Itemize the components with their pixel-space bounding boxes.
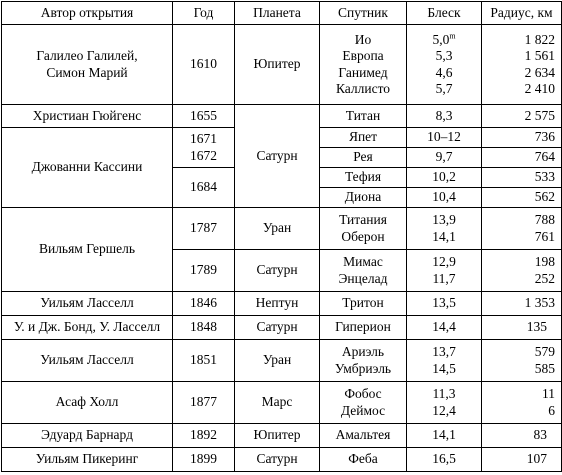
moon-name: Ганимед [338,64,388,80]
radius-cell: 135 [482,316,562,340]
radius-cell: 107 [482,448,562,472]
radius-cell [482,250,562,292]
moon-cell [320,382,407,424]
radius-value: 11 [542,386,555,401]
moon-name: Титания [339,212,387,227]
year-cell: 1789 [173,250,235,292]
year-cell: 1899 [173,448,235,472]
discoverer-cell: Христиан Гюйгенс [2,105,173,128]
moon-cell [320,250,407,292]
planet-cell: Нептун [235,292,320,316]
moon-cell: Тефия [320,168,407,188]
planet-cell: Сатурн [235,448,320,472]
radius-value: 6 [548,402,555,418]
radius-cell: 83 [482,424,562,448]
moon-cell: Амальтея [320,424,407,448]
moon-name: Мимас [343,254,383,269]
radius-cell: 1 353 [482,292,562,316]
brightness-cell: 8,3 [407,105,482,128]
brightness-cell: 10,2 [407,168,482,188]
table-row [2,448,562,472]
moon-name: Энцелад [338,270,388,286]
brightness-cell: 14,4 [407,316,482,340]
moon-name: Европа [342,48,384,63]
radius-value: 585 [534,360,555,376]
brightness-cell: 10,4 [407,188,482,208]
radius-cell [482,340,562,382]
planet-cell: Сатурн [235,316,320,340]
moon-discovery-table [1,1,562,472]
brightness-cell [407,382,482,424]
brightness-cell [407,340,482,382]
radius-cell: 2 575 [482,105,562,128]
year-value: 1672 [190,147,217,163]
radius-value: 2 410 [524,81,555,96]
brightness-cell [407,208,482,250]
brightness-value: 14,1 [432,228,456,244]
header-row [2,2,562,25]
radius-value: 1 561 [524,48,555,63]
discoverer-cell: Джованни Кассини [2,128,173,208]
brightness-cell: 10–12 [407,128,482,148]
moon-name: Фобос [344,386,382,401]
radius-cell: 533 [482,168,562,188]
moon-name: Умбриэль [334,360,392,376]
planet-cell: Уран [235,208,320,250]
brightness-cell: 9,7 [407,148,482,168]
radius-cell [482,208,562,250]
year-cell: 1610 [173,25,235,105]
year-value: 1671 [190,131,217,146]
moon-cell: Тритон [320,292,407,316]
moon-cell: Титан [320,105,407,128]
moon-name: Оберон [341,228,385,244]
discoverer-cell: У. и Дж. Бонд, У. Ласселл [2,316,173,340]
moon-cell: Япет [320,128,407,148]
year-cell: 1684 [173,168,235,208]
year-cell: 1851 [173,340,235,382]
radius-cell [482,25,562,105]
brightness-value: 5,7 [435,81,453,96]
radius-value: 579 [534,344,555,359]
discoverer-name: Симон Марий [46,64,128,80]
brightness-value: 5,3 [435,48,453,63]
table-row [2,382,562,424]
planet-cell: Сатурн [235,250,320,292]
brightness-value: 5,0$^m$ [432,31,456,47]
moon-cell: Рея [320,148,407,168]
planet-cell: Марс [235,382,320,424]
brightness-cell [407,250,482,292]
header-radius: Радиус, км [482,2,562,25]
moon-cell: Гиперион [320,316,407,340]
header-brightness: Блеск [407,2,482,25]
moon-name: Каллисто [335,81,391,96]
discoverer-cell: Эдуард Барнард [2,424,173,448]
table-row [2,424,562,448]
magnitude-superscript: m [449,31,456,40]
brightness-value: 4,6 [435,64,453,80]
moon-name: Деймос [340,402,386,418]
radius-value: 788 [534,212,555,227]
year-cell: 1848 [173,316,235,340]
year-cell: 1655 [173,105,235,128]
table-row [2,25,562,105]
header-planet: Планета [235,2,320,25]
radius-cell: 562 [482,188,562,208]
table-row [2,105,562,128]
moon-cell [320,25,407,105]
brightness-cell: 14,1 [407,424,482,448]
table-row [2,292,562,316]
table-row [2,316,562,340]
year-cell: 1787 [173,208,235,250]
brightness-value: 14,5 [432,360,456,376]
table-row [2,208,562,250]
brightness-value: 13,9 [432,212,456,227]
header-moon: Спутник [320,2,407,25]
discoverer-cell: Асаф Холл [2,382,173,424]
discoverer-cell: Уильям Ласселл [2,292,173,316]
brightness-cell: 16,5 [407,448,482,472]
radius-cell [482,382,562,424]
header-year: Год [173,2,235,25]
moon-cell: Феба [320,448,407,472]
table-row [2,340,562,382]
discoverer-cell: Вильям Гершель [2,208,173,292]
radius-value: 1 822 [524,31,555,47]
moon-name: Ариэль [341,344,385,359]
discoverer-name: Галилео Галилей, [36,48,138,63]
year-cell [173,128,235,168]
brightness-value: 11,7 [432,270,456,286]
radius-value: 2 634 [524,64,555,80]
radius-cell: 736 [482,128,562,148]
moon-name: Ио [354,31,372,47]
discoverer-cell [2,25,173,105]
moon-cell [320,340,407,382]
discoverer-cell: Уильям Пикеринг [2,448,173,472]
brightness-cell: 13,5 [407,292,482,316]
brightness-value: 12,9 [432,254,456,269]
brightness-value: 13,7 [432,344,456,359]
planet-cell: Юпитер [235,424,320,448]
radius-cell: 764 [482,148,562,168]
brightness-value: 12,4 [432,402,456,418]
moon-cell: Диона [320,188,407,208]
discoverer-cell: Уильям Ласселл [2,340,173,382]
year-cell: 1846 [173,292,235,316]
year-cell: 1877 [173,382,235,424]
planet-cell: Сатурн [235,105,320,208]
radius-value: 252 [534,270,555,286]
year-cell: 1892 [173,424,235,448]
brightness-value: 11,3 [432,386,456,401]
radius-value: 198 [534,254,555,269]
brightness-cell [407,25,482,105]
planet-cell: Уран [235,340,320,382]
header-discoverer: Автор открытия [2,2,173,25]
planet-cell: Юпитер [235,25,320,105]
radius-value: 761 [534,228,555,244]
moon-cell [320,208,407,250]
